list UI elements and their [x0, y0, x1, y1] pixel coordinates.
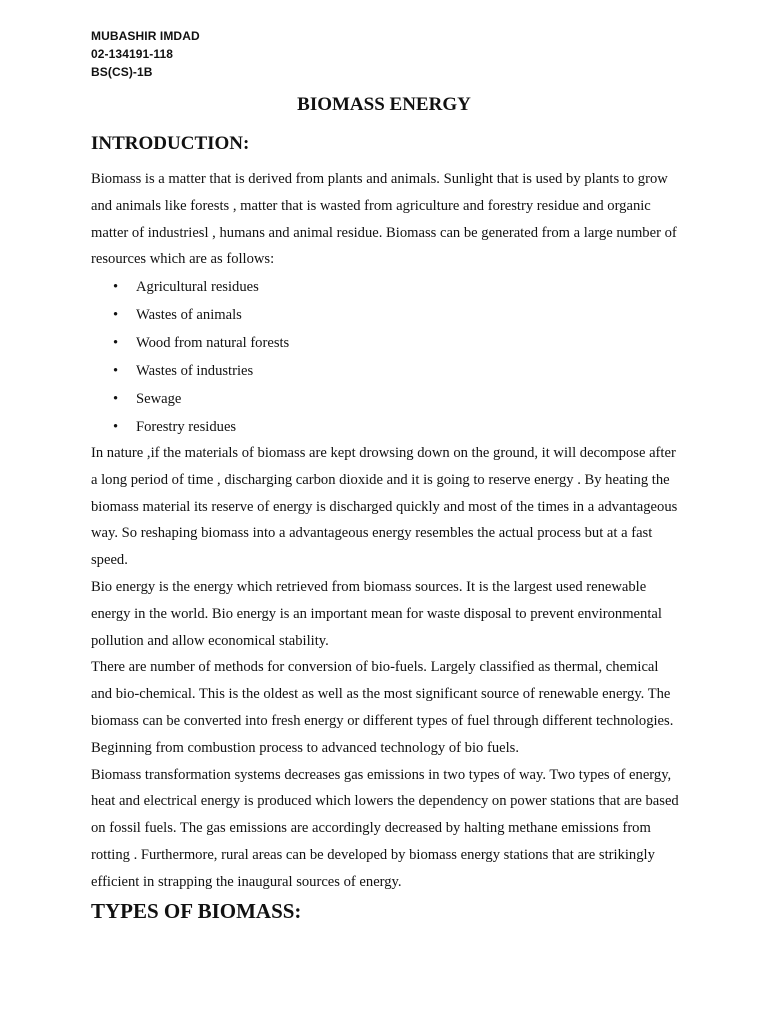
bullet-icon: • [113, 335, 119, 351]
list-item-text: Forestry residues [136, 419, 237, 435]
bullet-icon: • [113, 279, 119, 295]
list-item-text: Wastes of industries [136, 363, 254, 379]
list-item [91, 357, 289, 385]
intro-paragraph: Biomass is a matter that is derived from plants and animals. Sunlight that is used by plants to grow and animals like forests , matter that is wasted from agriculture and forestry residue and organic matter of industriesl , humans and animal residue. Biomass can be generated from a large number of resources which are as follows: [91, 171, 677, 268]
list-item [91, 273, 289, 301]
resources-list [91, 273, 289, 441]
author-id: 02-134191-118 [91, 47, 174, 61]
author-class: BS(CS)-1B [91, 65, 153, 79]
paragraph-conversion-methods: There are number of methods for conversion of bio-fuels. Largely classified as thermal, chemical and bio-chemical. This is the oldest as well as the most significant source of renewable energy. The biomass can be converted into fresh energy or different types of fuel through different technologies. Beginning from combustion process to advanced technology of bio fuels. [91, 659, 674, 756]
paragraph-bio-energy: Bio energy is the energy which retrieved from biomass sources. It is the largest used renewable energy in the world. Bio energy is an important mean for waste disposal to prevent environmental pollution and allow economical stability. [91, 578, 662, 649]
paragraph-transformation-systems: Biomass transformation systems decreases gas emissions in two types of way. Two types of energy, heat and electrical energy is produced which lowers the dependency on power stations that are based on fossil fuels. The gas emissions are accordingly decreased by halting methane emissions from rotting . Furthermore, rural areas can be developed by biomass energy stations that are strikingly efficient in strapping the inaugural sources of energy. [91, 766, 679, 890]
list-item-text: Agricultural residues [136, 279, 259, 295]
list-item [91, 329, 289, 357]
list-item [91, 385, 289, 413]
list-item-text: Wastes of animals [136, 307, 242, 323]
document-title: BIOMASS ENERGY [297, 94, 471, 115]
intro-paragraph-block [91, 166, 683, 273]
bullet-icon: • [113, 363, 119, 379]
author-name: MUBASHIR IMDAD [91, 29, 200, 43]
list-item-text: Wood from natural forests [136, 335, 290, 351]
paragraph-decomposition: In nature ,if the materials of biomass are kept drowsing down on the ground, it will decompose after a long period of time , discharging carbon dioxide and it is going to reserve energy . By heating the biomass material its reserve of energy is discharged quickly and most of the times in a advantageous way. So reshaping biomass into a advantageous energy resembles the actual process but at a fast speed. [91, 445, 678, 569]
bullet-icon: • [113, 307, 119, 323]
bullet-icon: • [113, 419, 119, 435]
list-item [91, 301, 289, 329]
list-item-text: Sewage [136, 391, 182, 407]
body-paragraphs [91, 440, 683, 896]
introduction-heading: INTRODUCTION: [91, 133, 250, 154]
types-of-biomass-heading: TYPES OF BIOMASS: [91, 899, 302, 923]
bullet-icon: • [113, 391, 119, 407]
author-header [91, 27, 200, 81]
list-item [91, 413, 289, 441]
